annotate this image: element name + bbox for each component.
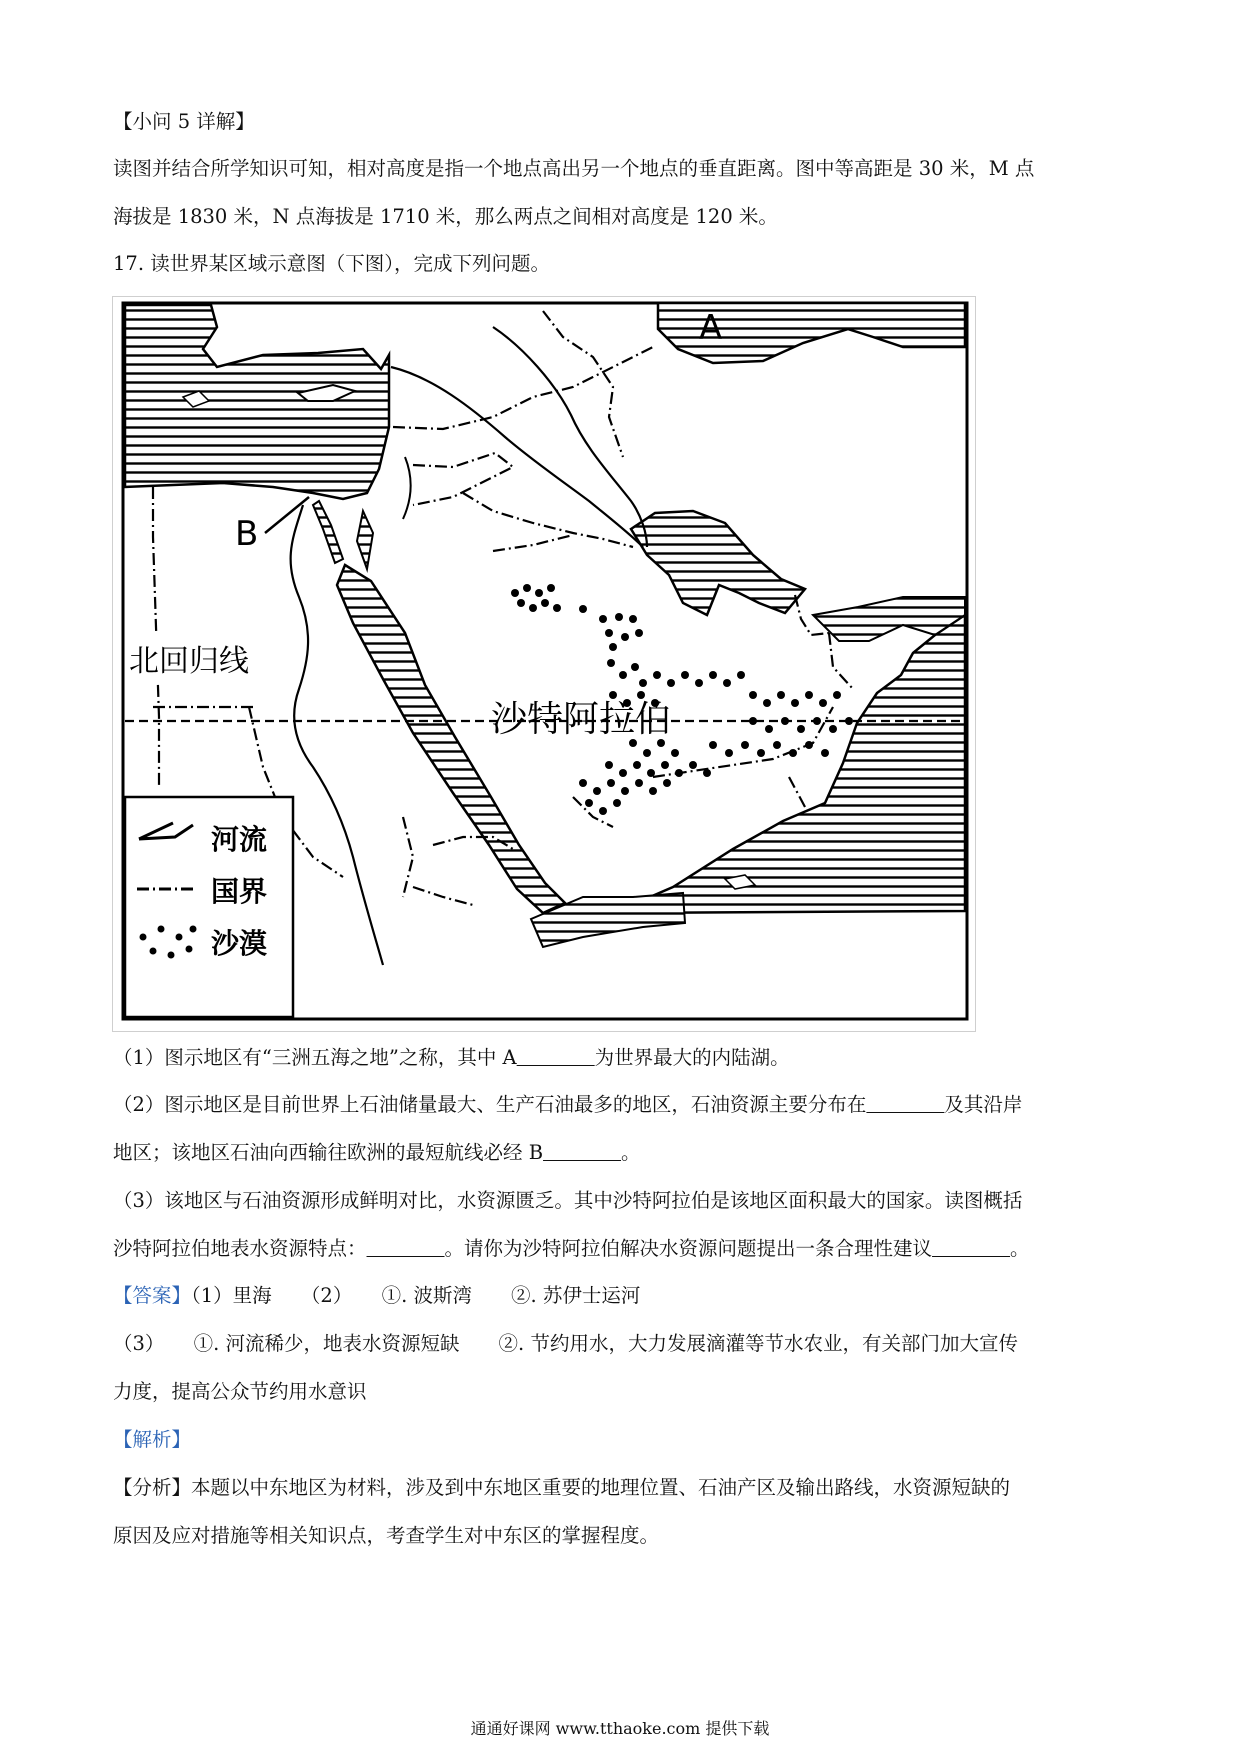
legend-border-label: 国界 xyxy=(211,875,268,908)
label-saudi-arabia: 沙特阿拉伯 xyxy=(491,699,672,740)
legend-desert-label: 沙漠 xyxy=(211,927,268,960)
explanation-line-2: 海拔是 1830 米，N 点海拔是 1710 米，那么两点之间相对高度是 120 米。 xyxy=(113,205,778,228)
analysis-line-2: 原因及应对措施等相关知识点，考查学生对中东区的掌握程度。 xyxy=(113,1524,660,1547)
map-legend xyxy=(125,797,293,1017)
answer-blank-3 xyxy=(543,1139,621,1167)
answer-blank-2 xyxy=(866,1091,944,1119)
answer-blank-4 xyxy=(367,1235,445,1263)
label-b: B xyxy=(235,514,259,554)
section-heading: 【小问 5 详解】 xyxy=(113,110,255,133)
analysis-label: 【解析】 xyxy=(113,1428,192,1451)
question-3-line-1: （3）该地区与石油资源形成鲜明对比，水资源匮乏。其中沙特阿拉伯是该地区面积最大的国家。读图概括 xyxy=(113,1189,1023,1212)
region-map xyxy=(112,296,976,1032)
answer-line-3: 力度，提高公众节约用水意识 xyxy=(113,1380,367,1403)
question-3-line-2: 沙特阿拉伯地表水资源特点： 。请你为沙特阿拉伯解决水资源问题提出一条合理性建议 。 xyxy=(113,1235,1133,1263)
answer-line-2: （3） ①. 河流稀少，地表水资源短缺 ②. 节约用水，大力发展滴灌等节水农业，有关部门加大宣传 xyxy=(113,1332,1018,1355)
analysis-line-1: 【分析】本题以中东地区为材料，涉及到中东地区重要的地理位置、石油产区及输出路线，水资源短缺的 xyxy=(113,1476,1011,1499)
answer-label: 【答案】 xyxy=(113,1284,192,1307)
question-stem: 17. 读世界某区域示意图（下图），完成下列问题。 xyxy=(113,252,550,275)
label-tropic-of-cancer: 北回归线 xyxy=(129,644,249,679)
question-2-line-2: 地区；该地区石油向西输往欧洲的最短航线必经 B 。 xyxy=(113,1139,1133,1167)
label-a: A xyxy=(699,308,723,348)
answer-blank-1 xyxy=(517,1044,595,1072)
answer-blank-5 xyxy=(932,1235,1010,1263)
legend-river-label: 河流 xyxy=(211,823,268,856)
page-footer: 通通好课网 www.tthaoke.com 提供下载 xyxy=(470,1719,770,1738)
question-1: （1）图示地区有“三洲五海之地”之称，其中 A 为世界最大的内陆湖。 xyxy=(113,1044,1133,1072)
explanation-line-1: 读图并结合所学知识可知，相对高度是指一个地点高出另一个地点的垂直距离。图中等高距是 30 米，M 点 xyxy=(113,157,1035,180)
answer-line-1: 【答案】（1）里海 （2） ①. 波斯湾 ②. 苏伊士运河 xyxy=(113,1284,641,1307)
question-2-line-1: （2）图示地区是目前世界上石油储量最大、生产石油最多的地区，石油资源主要分布在 及其沿岸 xyxy=(113,1091,1133,1119)
